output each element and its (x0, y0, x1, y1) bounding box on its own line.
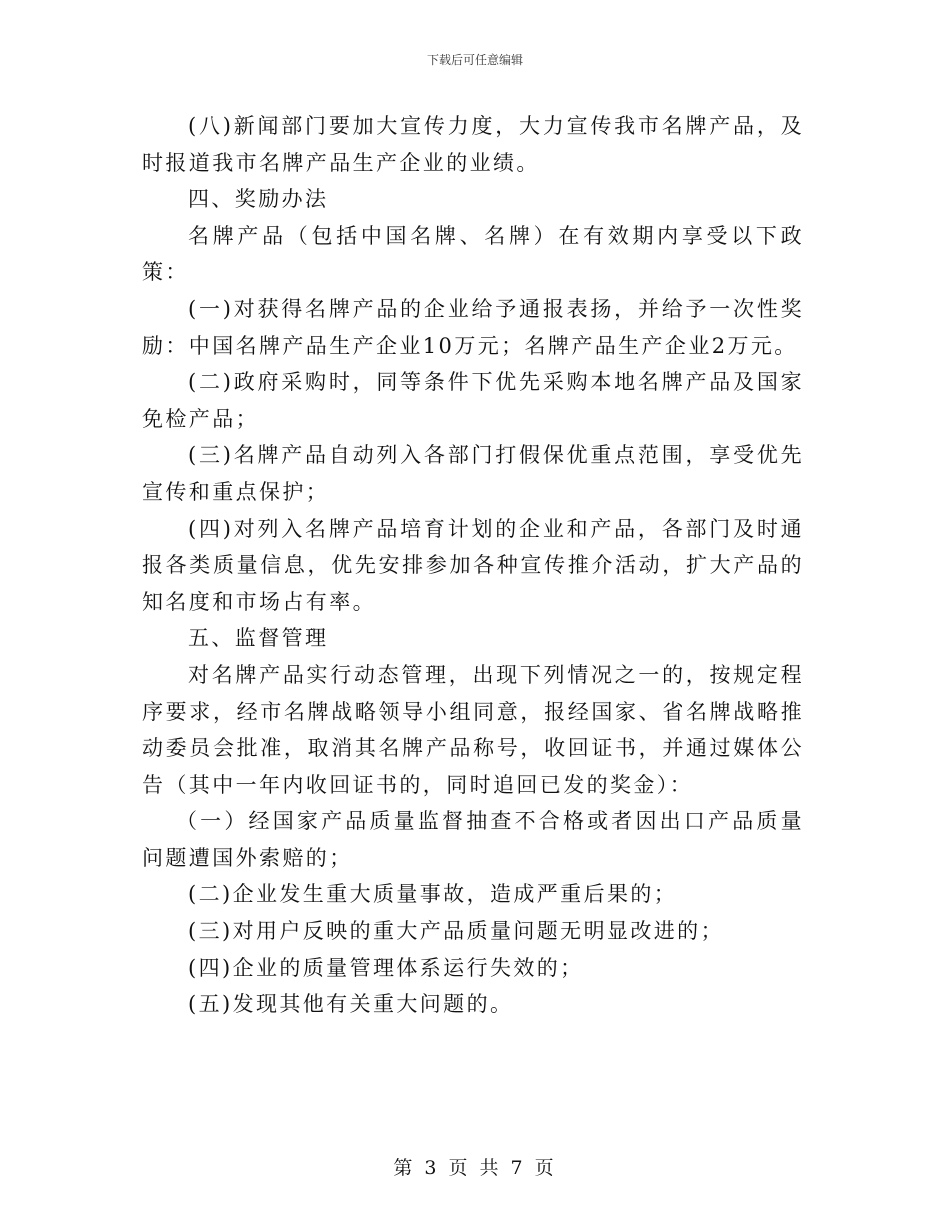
paragraph-supervision-intro: 对名牌产品实行动态管理，出现下列情况之一的，按规定程序要求，经市名牌战略领导小组同意，报经国家、省名牌战略推动委员会批准，取消其名牌产品称号，收回证书，并通过媒体公告（其中一年内收回证书的，同时追回已发的奖金）： (142, 662, 804, 797)
document-body (142, 108, 804, 1023)
page-number-footer: 第 3 页 共 7 页 (393, 1157, 557, 1179)
paragraph-policy-intro: 名牌产品（包括中国名牌、名牌）在有效期内享受以下政策： (142, 223, 804, 285)
paragraph-news-department: (八)新闻部门要加大宣传力度，大力宣传我市名牌产品，及时报道我市名牌产品生产企业的业绩。 (142, 114, 804, 175)
paragraph-reward-item-4: (四)对列入名牌产品培育计划的企业和产品，各部门及时通报各类质量信息，优先安排参加各种宣传推介活动，扩大产品的知名度和市场占有率。 (142, 516, 804, 614)
paragraph-revoke-item-5: (五)发现其他有关重大问题的。 (188, 992, 514, 1017)
paragraph-reward-item-1: (一)对获得名牌产品的企业给予通报表扬，并给予一次性奖励：中国名牌产品生产企业10万元；名牌产品生产企业2万元。 (142, 296, 804, 358)
paragraph-revoke-item-4: (四)企业的质量管理体系运行失效的； (188, 955, 584, 980)
paragraph-reward-item-2: (二)政府采购时，同等条件下优先采购本地名牌产品及国家免检产品； (142, 370, 804, 431)
section-heading-rewards: 四、奖励办法 (188, 187, 329, 212)
page-header-note: 下载后可任意编辑 (426, 53, 523, 67)
paragraph-revoke-item-3: (三)对用户反映的重大产品质量问题无明显改进的； (188, 919, 724, 944)
paragraph-revoke-item-2: (二)企业发生重大质量事故，造成严重后果的； (188, 882, 678, 907)
paragraph-revoke-item-1: （一）经国家产品质量监督抽查不合格或者因出口产品质量问题遭国外索赔的； (142, 809, 804, 870)
paragraph-reward-item-3: (三)名牌产品自动列入各部门打假保优重点范围，享受优先宣传和重点保护； (142, 443, 804, 504)
section-heading-supervision: 五、监督管理 (188, 626, 329, 651)
